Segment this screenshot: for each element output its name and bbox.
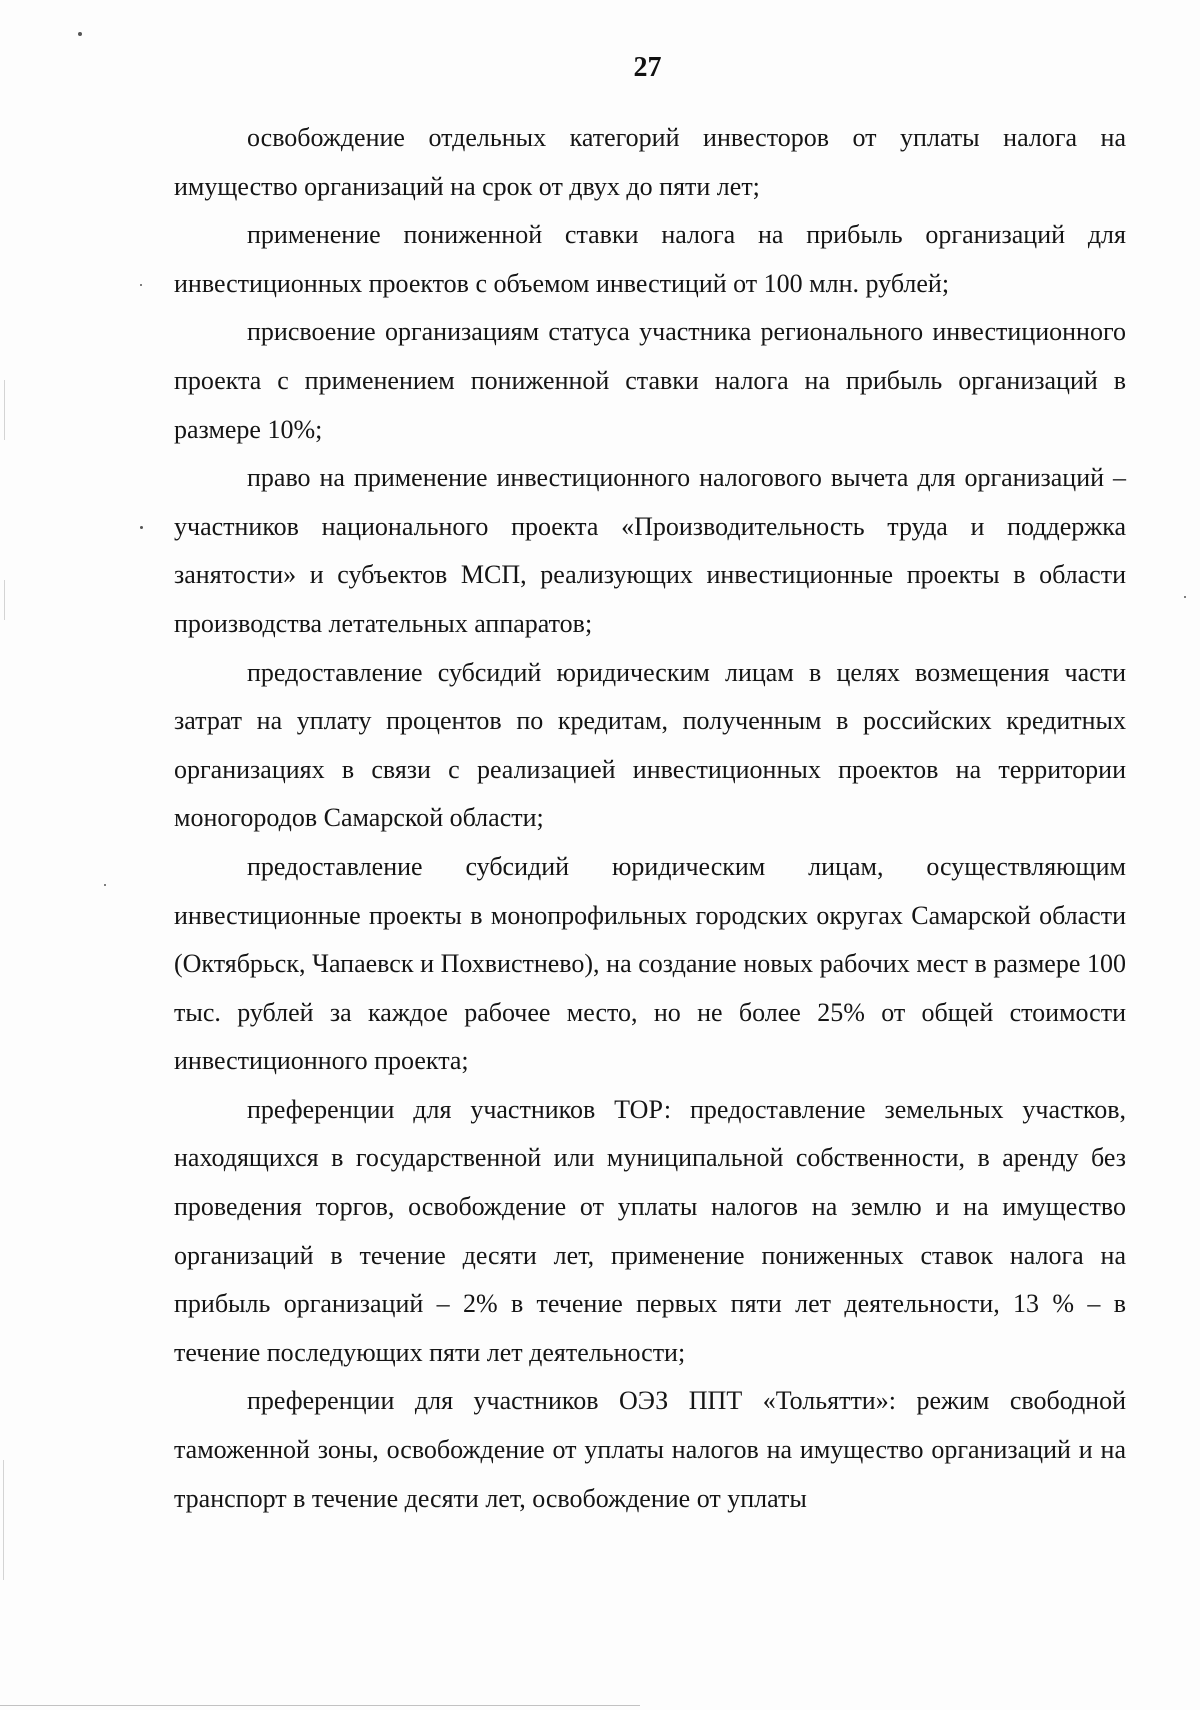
paragraph: присвоение организациям статуса участника регионального инвестиционного проекта с применением пониженной ставки налога на прибыль организаций в размере 10%; bbox=[174, 317, 1126, 444]
scan-speck bbox=[1184, 596, 1186, 598]
scan-edge-mark bbox=[0, 1705, 640, 1706]
paragraph: преференции для участников ОЭЗ ППТ «Тольятти»: режим свободной таможенной зоны, освобождение от уплаты налогов на имущество организаций и на транспорт в течение десяти лет, освобождение от уплаты bbox=[174, 1386, 1126, 1513]
scan-speck bbox=[140, 526, 143, 529]
scan-edge-mark bbox=[4, 380, 5, 440]
paragraph: право на применение инвестиционного налогового вычета для организаций – участников национального проекта «Производительность труда и поддержка занятости» и субъектов МСП, реализующих инвестиционные проекты в области производства летательных аппаратов; bbox=[174, 463, 1126, 638]
scan-edge-mark bbox=[3, 1460, 4, 1580]
scan-speck bbox=[78, 32, 82, 36]
paragraph: предоставление субсидий юридическим лицам в целях возмещения части затрат на уплату процентов по кредитам, полученным в российских кредитных организациях в связи с реализацией инвестиционных проектов на территории моногородов Самарской области; bbox=[174, 657, 1126, 833]
paragraph: преференции для участников ТОР: предоставление земельных участков, находящихся в государственной или муниципальной собственности, в аренду без проведения торгов, освобождение от уплаты налогов на землю и на имущество организаций в течение десяти лет, применение пониженных ставок налога на прибыль организаций – 2% в течение первых пяти лет деятельности, 13 % – в течение последующих пяти лет деятельности; bbox=[174, 1094, 1126, 1367]
paragraph: освобождение отдельных категорий инвесторов от уплаты налога на имущество организаций на срок от двух до пяти лет; bbox=[174, 123, 1126, 201]
document-body bbox=[174, 114, 1126, 1523]
paragraph: применение пониженной ставки налога на прибыль организаций для инвестиционных проектов с объемом инвестиций от 100 млн. рублей; bbox=[174, 220, 1126, 298]
paragraph: предоставление субсидий юридическим лицам, осуществляющим инвестиционные проекты в монопрофильных городских округах Самарской области (Октябрьск, Чапаевск и Похвистнево), на создание новых рабочих мест в размере 100 тыс. рублей за каждое рабочее место, но не более 25% от общей стоимости инвестиционного проекта; bbox=[174, 851, 1126, 1076]
scan-speck bbox=[104, 884, 106, 886]
scan-edge-mark bbox=[4, 580, 5, 620]
page-number: 27 bbox=[633, 52, 662, 83]
scan-speck bbox=[140, 284, 142, 286]
